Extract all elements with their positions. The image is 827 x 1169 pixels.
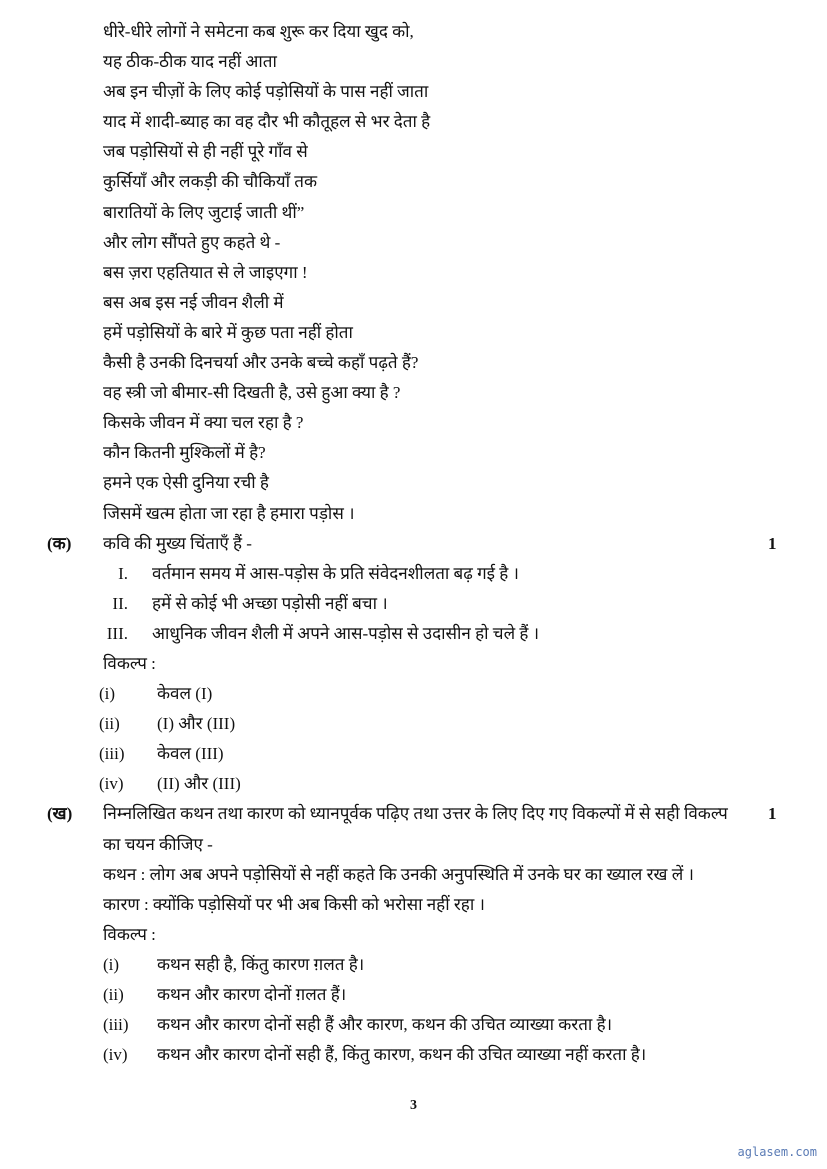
option-number: (iii)	[99, 744, 125, 764]
poem-line	[0, 288, 827, 318]
option-number: (iv)	[99, 774, 124, 794]
poem-line-text: हमने एक ऐसी दुनिया रची है	[103, 473, 269, 493]
option-item	[0, 709, 827, 739]
option-item	[0, 769, 827, 799]
poem-line	[0, 348, 827, 378]
question-text-line2: का चयन कीजिए -	[103, 834, 213, 854]
assertion: कथन : लोग अब अपने पड़ोसियों से नहीं कहते कि उनकी अनुपस्थिति में उनके घर का ख्याल रख लें ।	[103, 864, 694, 884]
poem-line-text: कुर्सियाँ और लकड़ी की चौकियाँ तक	[103, 172, 318, 192]
statement-item	[0, 559, 827, 589]
question-marks: 1	[768, 804, 777, 824]
exam-page	[0, 17, 827, 1070]
poem-line-text: जिसमें खत्म होता जा रहा है हमारा पड़ोस ।	[103, 503, 355, 523]
option-text: (II) और (III)	[157, 774, 241, 794]
poem-line	[0, 499, 827, 529]
statement-text: हमें से कोई भी अच्छा पड़ोसी नहीं बचा ।	[152, 593, 388, 613]
option-text: कथन सही है, किंतु कारण ग़लत है।	[157, 954, 365, 974]
poem-line	[0, 47, 827, 77]
question-text-line1: निम्नलिखित कथन तथा कारण को ध्यानपूर्वक पढ़िए तथा उत्तर के लिए दिए गए विकल्पों में से सही विकल्प	[103, 804, 728, 824]
poem-line	[0, 438, 827, 468]
option-text: कथन और कारण दोनों सही हैं, किंतु कारण, कथन की उचित व्याख्या नहीं करता है।	[157, 1045, 647, 1065]
option-number: (ii)	[103, 985, 124, 1004]
option-text: केवल (I)	[157, 684, 213, 704]
poem-line	[0, 198, 827, 228]
poem-line-text: कौन कितनी मुश्किलों में है?	[103, 443, 266, 463]
option-number: (iii)	[103, 1015, 129, 1035]
watermark: aglasem.com	[737, 1145, 817, 1159]
poem-line-text: याद में शादी-ब्याह का वह दौर भी कौतूहल से भर देता है	[103, 112, 431, 132]
poem-line-text: अब इन चीज़ों के लिए कोई पड़ोसियों के पास नहीं जाता	[103, 82, 429, 102]
poem-line	[0, 77, 827, 107]
option-number: (i)	[99, 684, 116, 704]
options-label: विकल्प :	[103, 653, 156, 673]
statement-number: III.	[106, 623, 128, 643]
option-item	[0, 1010, 827, 1040]
poem-line-text: और लोग सौंपते हुए कहते थे -	[103, 232, 281, 252]
option-item	[0, 739, 827, 769]
poem-line-text: धीरे-धीरे लोगों ने समेटना कब शुरू कर दिया खुद को,	[103, 22, 414, 41]
poem-line	[0, 258, 827, 288]
question-ka	[0, 529, 827, 800]
poem-line-text: बारातियों के लिए जुटाई जाती थीं”	[103, 202, 305, 222]
option-number: (iv)	[103, 1045, 128, 1065]
statement-number: II.	[112, 593, 128, 613]
question-marker: (क)	[47, 533, 72, 553]
poem-line	[0, 107, 827, 137]
reason: कारण : क्योंकि पड़ोसियों पर भी अब किसी को भरोसा नहीं रहा ।	[103, 894, 485, 914]
poem-line	[0, 17, 827, 47]
statement-text: आधुनिक जीवन शैली में अपने आस-पड़ोस से उदासीन हो चले हैं ।	[152, 623, 540, 643]
option-item	[0, 1040, 827, 1070]
poem-line	[0, 167, 827, 197]
poem-line	[0, 137, 827, 167]
poem-line	[0, 468, 827, 498]
poem-line	[0, 318, 827, 348]
poem-line	[0, 408, 827, 438]
poem-line-text: किसके जीवन में क्या चल रहा है ?	[103, 413, 304, 433]
statement-number: I.	[118, 563, 128, 583]
question-text: कवि की मुख्य चिंताएँ हैं -	[103, 533, 252, 553]
poem-line-text: वह स्त्री जो बीमार-सी दिखती है, उसे हुआ क्या है ?	[103, 383, 401, 403]
statement-text: वर्तमान समय में आस-पड़ोस के प्रति संवेदनशीलता बढ़ गई है ।	[152, 563, 519, 583]
option-item	[0, 679, 827, 709]
option-item	[0, 980, 827, 1010]
question-marker: (ख)	[47, 804, 73, 824]
poem-line-text: हमें पड़ोसियों के बारे में कुछ पता नहीं होता	[103, 322, 353, 342]
poem-line	[0, 228, 827, 258]
statement-item	[0, 619, 827, 649]
option-text: केवल (III)	[157, 744, 224, 764]
option-number: (ii)	[99, 714, 120, 734]
options-label: विकल्प :	[103, 924, 156, 944]
poem-line-text: कैसी है उनकी दिनचर्या और उनके बच्चे कहाँ पढ़ते हैं?	[103, 353, 419, 373]
poem-line-text: यह ठीक-ठीक याद नहीं आता	[103, 52, 277, 72]
option-item	[0, 950, 827, 980]
poem-line-text: बस अब इस नई जीवन शैली में	[103, 292, 284, 312]
statement-item	[0, 589, 827, 619]
poem-line	[0, 378, 827, 408]
option-text: कथन और कारण दोनों सही हैं और कारण, कथन की उचित व्याख्या करता है।	[157, 1015, 613, 1035]
poem-line-text: जब पड़ोसियों से ही नहीं पूरे गाँव से	[103, 142, 308, 162]
poem-passage	[0, 17, 827, 529]
option-number: (i)	[103, 954, 120, 974]
poem-line-text: बस ज़रा एहतियात से ले जाइएगा !	[103, 262, 308, 282]
option-text: (I) और (III)	[157, 714, 236, 734]
question-marks: 1	[768, 533, 777, 553]
question-kha	[0, 799, 827, 1070]
page-number: 3	[410, 1098, 417, 1113]
option-text: कथन और कारण दोनों ग़लत हैं।	[157, 985, 347, 1004]
